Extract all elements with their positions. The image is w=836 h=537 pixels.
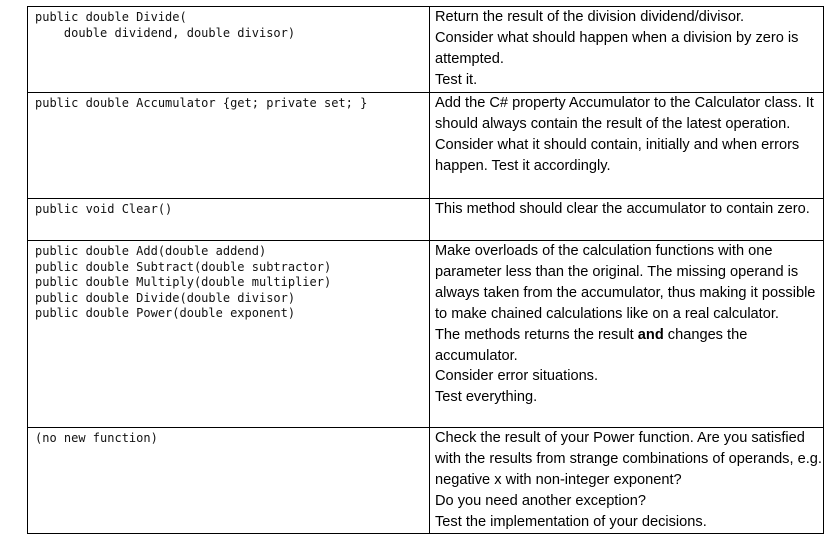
code-line: (no new function) <box>35 431 158 445</box>
code-cell <box>28 241 430 428</box>
description-line: Add the C# property Accumulator to the Calculator class. It should always contain the result of the latest operation. <box>435 95 814 132</box>
code-cell <box>28 199 430 241</box>
code-line: public double Multiply(double multiplier) <box>35 275 332 290</box>
code-block <box>35 96 429 112</box>
code-line: public void Clear() <box>35 202 173 216</box>
description-text <box>435 241 823 408</box>
table-row <box>28 428 824 534</box>
code-line: double dividend, double divisor) <box>35 25 296 40</box>
table-row <box>28 199 824 241</box>
code-block <box>35 10 429 41</box>
description-line: Consider error situations. <box>435 368 599 385</box>
code-cell <box>28 93 430 199</box>
description-line: Test everything. <box>435 389 538 406</box>
description-cell <box>430 241 824 428</box>
description-bold-word: and <box>637 326 664 343</box>
description-line: Make overloads of the calculation functions with one parameter less than the original. The missing operand is always taken from the accumulator, thus making it possible to make chained calculations like on a real calculator. <box>435 243 816 322</box>
description-text <box>435 199 823 220</box>
table-row <box>28 241 824 428</box>
description-line: Test it. <box>435 71 478 88</box>
description-text <box>435 93 823 177</box>
description-text-before: The methods returns the result <box>435 326 638 343</box>
description-cell <box>430 199 824 241</box>
description-line: This method should clear the accumulator to contain zero. <box>435 201 810 217</box>
code-block <box>35 244 429 322</box>
description-text-after: changes the accumulator. <box>435 326 748 364</box>
code-line: public double Divide( <box>35 10 187 24</box>
description-line: Consider what should happen when a division by zero is attempted. <box>435 29 799 67</box>
table-row <box>28 93 824 199</box>
code-line: public double Accumulator {get; private set; } <box>35 96 368 110</box>
code-block <box>35 431 429 447</box>
description-line-mixed <box>435 325 823 367</box>
code-line: public double Power(double exponent) <box>35 306 296 321</box>
code-cell <box>28 7 430 93</box>
description-line: Test the implementation of your decisions. <box>435 513 707 530</box>
description-line: Check the result of your Power function. Are you satisfied with the results from strange combinations of operands, e.g. negative x with non-integer exponent? <box>435 430 822 488</box>
description-cell <box>430 428 824 534</box>
spec-table <box>27 6 824 534</box>
description-line: Return the result of the division dividend/divisor. <box>435 9 745 25</box>
description-text <box>435 428 823 533</box>
code-line: public double Add(double addend) <box>35 244 267 258</box>
code-block <box>35 202 429 218</box>
code-line: public double Subtract(double subtractor) <box>35 259 332 274</box>
description-text <box>435 7 823 91</box>
code-cell <box>28 428 430 534</box>
code-line: public double Divide(double divisor) <box>35 290 296 305</box>
description-line: Consider what it should contain, initially and when errors happen. Test it accordingly. <box>435 136 800 174</box>
description-line: Do you need another exception? <box>435 492 646 509</box>
description-cell <box>430 93 824 199</box>
description-cell <box>430 7 824 93</box>
table-row <box>28 7 824 93</box>
